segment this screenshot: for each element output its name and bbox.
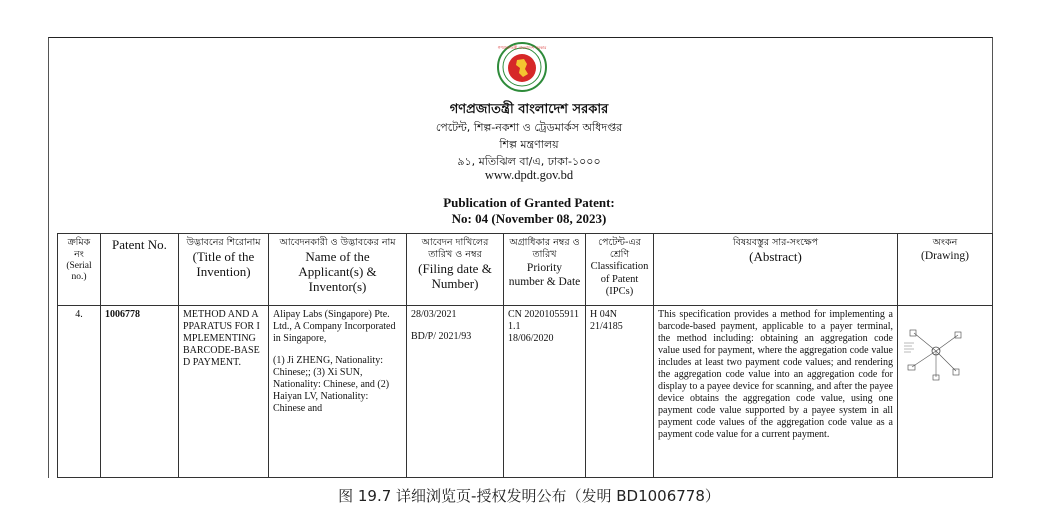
col-abstract: বিষয়বস্তুর সার-সংক্ষেপ (Abstract) xyxy=(654,234,898,306)
government-seal xyxy=(497,42,547,92)
figure-caption: 图 19.7 详细浏览页-授权发明公布（发明 BD1006778） xyxy=(338,487,720,505)
col-classification: পেটেন্ট-এর শ্রেণি Classification of Patent (IPCs) xyxy=(586,234,654,306)
office-address: ৯১, মতিঝিল বা/এ, ঢাকা-১০০০ xyxy=(457,155,601,168)
col-patent-no: Patent No. xyxy=(101,234,179,306)
patent-number-cell: 1006778 xyxy=(101,306,179,478)
publication-title: Publication of Granted Patent: xyxy=(443,195,615,210)
drawing-cell xyxy=(898,306,993,478)
government-title: গণপ্রজাতন্ত্রী বাংলাদেশ সরকার xyxy=(449,102,609,117)
col-filing: আবেদন দাখিলের তারিখ ও নম্বর (Filing date & Number) xyxy=(407,234,504,306)
ministry-name: শিল্প মন্ত্রণালয় xyxy=(499,138,559,151)
col-serial: ক্রমিক নং (Serial no.) xyxy=(58,234,101,306)
applicant-name: Alipay Labs (Singapore) Pte. Ltd., A Company Incorporated in Singapore, xyxy=(273,309,396,344)
col-priority: অগ্রাধিকার নম্বর ও তারিখ Priority number & Date xyxy=(504,234,586,306)
website-link[interactable]: www.dpdt.gov.bd xyxy=(484,168,574,182)
filing-date: 28/03/2021 xyxy=(411,309,457,320)
ipc-cell: H 04N 21/4185 xyxy=(586,306,654,478)
inventor-names: (1) Ji ZHENG, Nationality: Chinese;; (3) Xi SUN, Nationality: Chinese, and (2) Haiyan LV, Nationality: Chinese and xyxy=(273,355,390,414)
priority-number: CN 202010559111.1 xyxy=(508,309,580,332)
title-cell: METHOD AND APPARATUS FOR IMPLEMENTING BARCODE-BASED PAYMENT. xyxy=(179,306,269,478)
table-header-row xyxy=(58,234,993,306)
seal-text: গণপ্রজাতন্ত্রী বাংলাদেশ সরকার xyxy=(497,45,547,50)
serial-cell: 4. xyxy=(58,306,101,478)
patent-drawing-thumbnail[interactable] xyxy=(902,321,966,385)
filing-cell xyxy=(407,306,504,478)
table-row xyxy=(58,306,993,478)
publication-number: No: 04 (November 08, 2023) xyxy=(451,211,607,226)
department-name: পেটেন্ট, শিল্প-নকশা ও ট্রেডমার্কস অধিদপ্তর xyxy=(435,121,623,134)
priority-cell xyxy=(504,306,586,478)
col-drawing: অংকন (Drawing) xyxy=(898,234,993,306)
col-applicant: আবেদনকারী ও উদ্ভাবকের নাম Name of the Applicant(s) & Inventor(s) xyxy=(269,234,407,306)
priority-date: 18/06/2020 xyxy=(508,333,554,344)
filing-number: BD/P/ 2021/93 xyxy=(411,331,472,342)
applicant-cell xyxy=(269,306,407,478)
col-title: উদ্ভাবনের শিরোনাম (Title of the Invention) xyxy=(179,234,269,306)
abstract-cell: This specification provides a method for implementing a barcode-based payment, applicable to a payer terminal, the method including: obtaining an aggregation code value used for payment, where the aggregation code value includes at least two payment code values; and rendering the aggregation code value into an aggregation code for display to a payee device for scanning, and after the payee device obtains the aggregation code value, using one payment code value supported by a payee system in all payment code values of the aggregation code value as a payment code value for a current payment. xyxy=(654,306,898,478)
patent-table xyxy=(57,233,993,478)
